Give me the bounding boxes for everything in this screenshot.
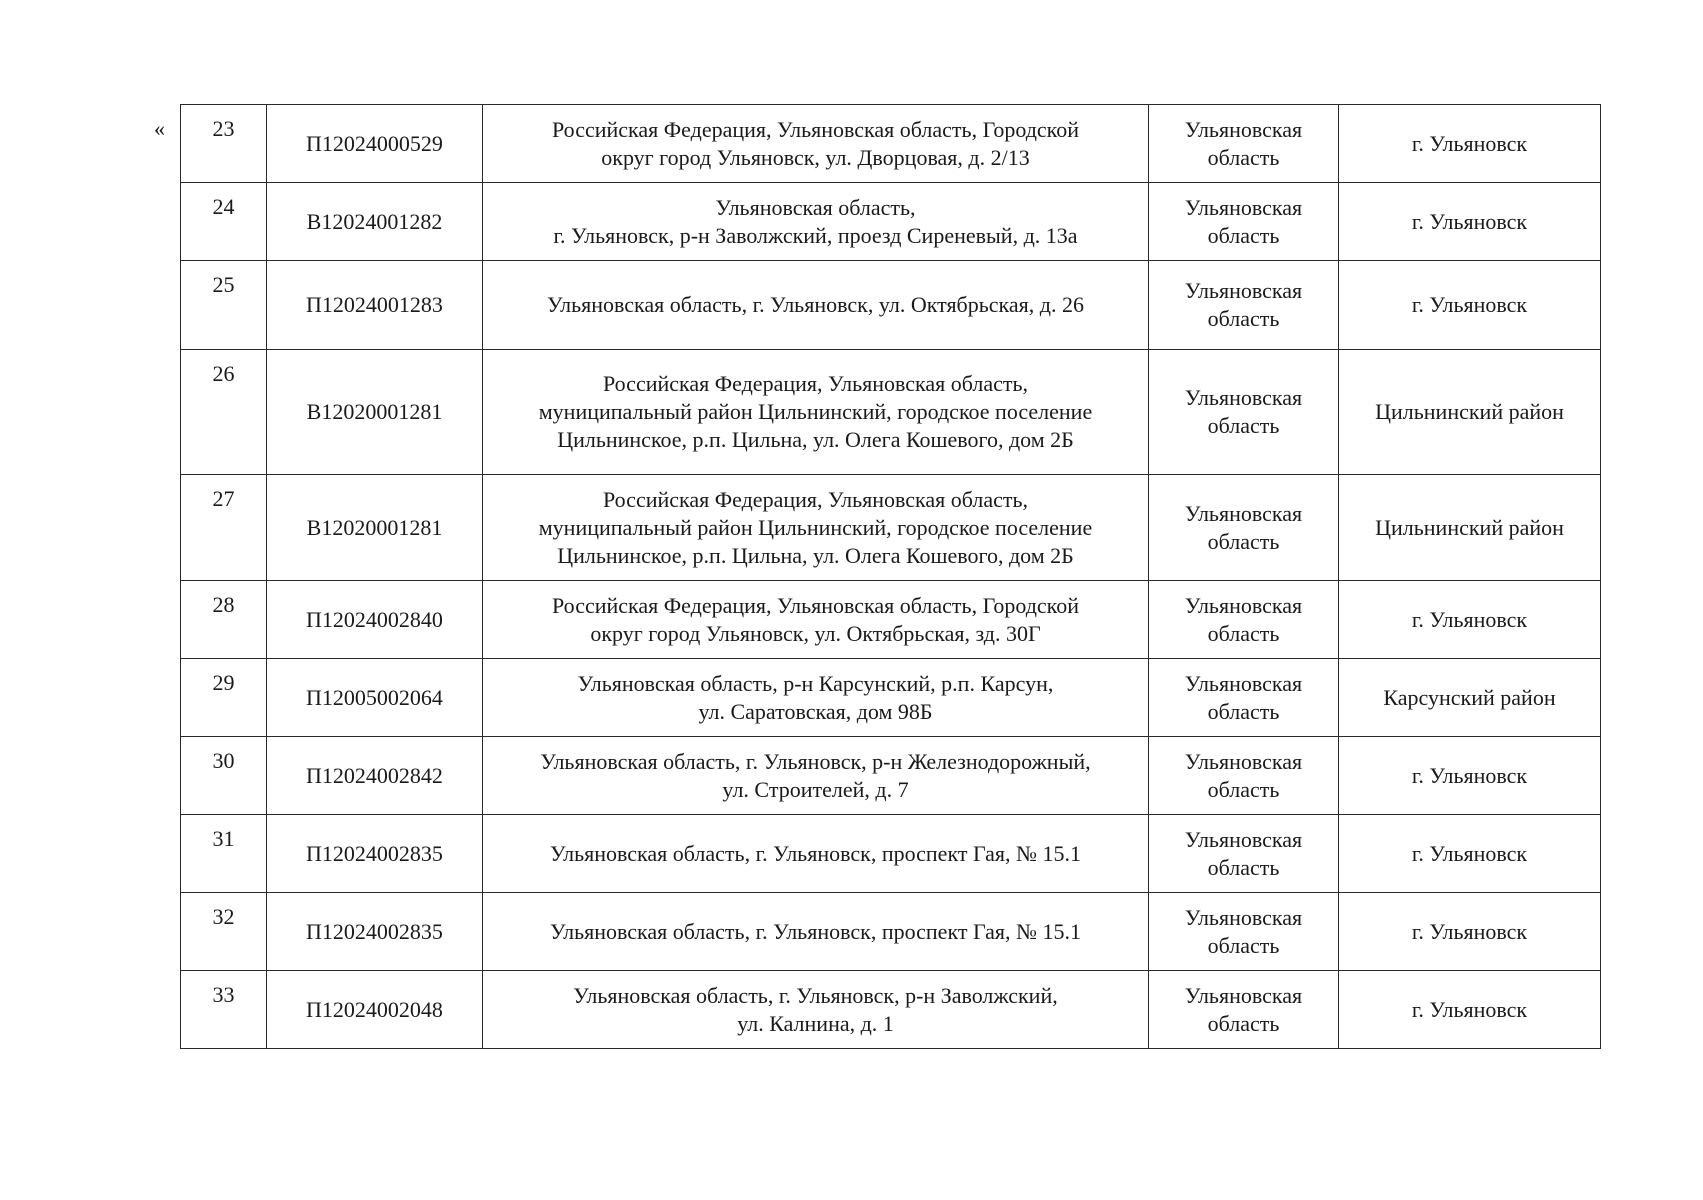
address-cell: Ульяновская область, г. Ульяновск, р-н Железнодорожный, ул. Строителей, д. 7	[483, 737, 1149, 815]
table-row	[181, 581, 1601, 659]
region-cell: Ульяновская область	[1149, 737, 1339, 815]
district-cell: г. Ульяновск	[1339, 737, 1601, 815]
table-row	[181, 183, 1601, 261]
district-cell: Карсунский район	[1339, 659, 1601, 737]
region-cell: Ульяновская область	[1149, 183, 1339, 261]
row-number-cell: 23	[181, 105, 267, 183]
table-row	[181, 350, 1601, 475]
district-cell: г. Ульяновск	[1339, 815, 1601, 893]
row-number-cell: 33	[181, 971, 267, 1049]
table-row	[181, 815, 1601, 893]
table-row	[181, 261, 1601, 350]
table-row	[181, 475, 1601, 581]
address-cell: Ульяновская область, г. Ульяновск, проспект Гая, № 15.1	[483, 815, 1149, 893]
address-cell: Российская Федерация, Ульяновская область, Городской округ город Ульяновск, ул. Октябрьская, зд. 30Г	[483, 581, 1149, 659]
row-number-cell: 24	[181, 183, 267, 261]
object-code-cell: В12024001282	[267, 183, 483, 261]
address-cell: Российская Федерация, Ульяновская область, Городской округ город Ульяновск, ул. Дворцовая, д. 2/13	[483, 105, 1149, 183]
row-number-cell: 32	[181, 893, 267, 971]
row-number-cell: 26	[181, 350, 267, 475]
row-number-cell: 29	[181, 659, 267, 737]
district-cell: Цильнинский район	[1339, 350, 1601, 475]
region-cell: Ульяновская область	[1149, 581, 1339, 659]
region-cell: Ульяновская область	[1149, 105, 1339, 183]
district-cell: Цильнинский район	[1339, 475, 1601, 581]
object-code-cell: П12024001283	[267, 261, 483, 350]
table-row	[181, 737, 1601, 815]
district-cell: г. Ульяновск	[1339, 105, 1601, 183]
row-number-cell: 30	[181, 737, 267, 815]
object-code-cell: В12020001281	[267, 350, 483, 475]
region-cell: Ульяновская область	[1149, 350, 1339, 475]
row-number-cell: 25	[181, 261, 267, 350]
row-number-cell: 28	[181, 581, 267, 659]
row-number-cell: 27	[181, 475, 267, 581]
object-code-cell: П12005002064	[267, 659, 483, 737]
address-cell: Ульяновская область, г. Ульяновск, ул. Октябрьская, д. 26	[483, 261, 1149, 350]
address-cell: Ульяновская область, г. Ульяновск, проспект Гая, № 15.1	[483, 893, 1149, 971]
object-code-cell: П12024002835	[267, 815, 483, 893]
address-cell: Российская Федерация, Ульяновская область, муниципальный район Цильнинский, городское поселение Цильнинское, р.п. Цильна, ул. Олега Кошевого, дом 2Б	[483, 350, 1149, 475]
region-cell: Ульяновская область	[1149, 475, 1339, 581]
address-cell: Ульяновская область, г. Ульяновск, р-н Заволжский, ул. Калнина, д. 1	[483, 971, 1149, 1049]
district-cell: г. Ульяновск	[1339, 893, 1601, 971]
table-row	[181, 971, 1601, 1049]
region-cell: Ульяновская область	[1149, 815, 1339, 893]
object-code-cell: П12024002840	[267, 581, 483, 659]
district-cell: г. Ульяновск	[1339, 261, 1601, 350]
table-row	[181, 659, 1601, 737]
object-code-cell: П12024000529	[267, 105, 483, 183]
address-cell: Ульяновская область, г. Ульяновск, р-н Заволжский, проезд Сиреневый, д. 13а	[483, 183, 1149, 261]
opening-quote-mark: «	[154, 116, 165, 141]
object-code-cell: П12024002842	[267, 737, 483, 815]
address-cell: Ульяновская область, р-н Карсунский, р.п. Карсун, ул. Саратовская, дом 98Б	[483, 659, 1149, 737]
row-number-cell: 31	[181, 815, 267, 893]
region-cell: Ульяновская область	[1149, 659, 1339, 737]
region-cell: Ульяновская область	[1149, 893, 1339, 971]
object-code-cell: П12024002048	[267, 971, 483, 1049]
object-code-cell: В12020001281	[267, 475, 483, 581]
address-cell: Российская Федерация, Ульяновская область, муниципальный район Цильнинский, городское поселение Цильнинское, р.п. Цильна, ул. Олега Кошевого, дом 2Б	[483, 475, 1149, 581]
table-row	[181, 893, 1601, 971]
table-row	[181, 105, 1601, 183]
district-cell: г. Ульяновск	[1339, 183, 1601, 261]
registry-table	[180, 104, 1601, 1049]
district-cell: г. Ульяновск	[1339, 581, 1601, 659]
region-cell: Ульяновская область	[1149, 261, 1339, 350]
district-cell: г. Ульяновск	[1339, 971, 1601, 1049]
object-code-cell: П12024002835	[267, 893, 483, 971]
region-cell: Ульяновская область	[1149, 971, 1339, 1049]
